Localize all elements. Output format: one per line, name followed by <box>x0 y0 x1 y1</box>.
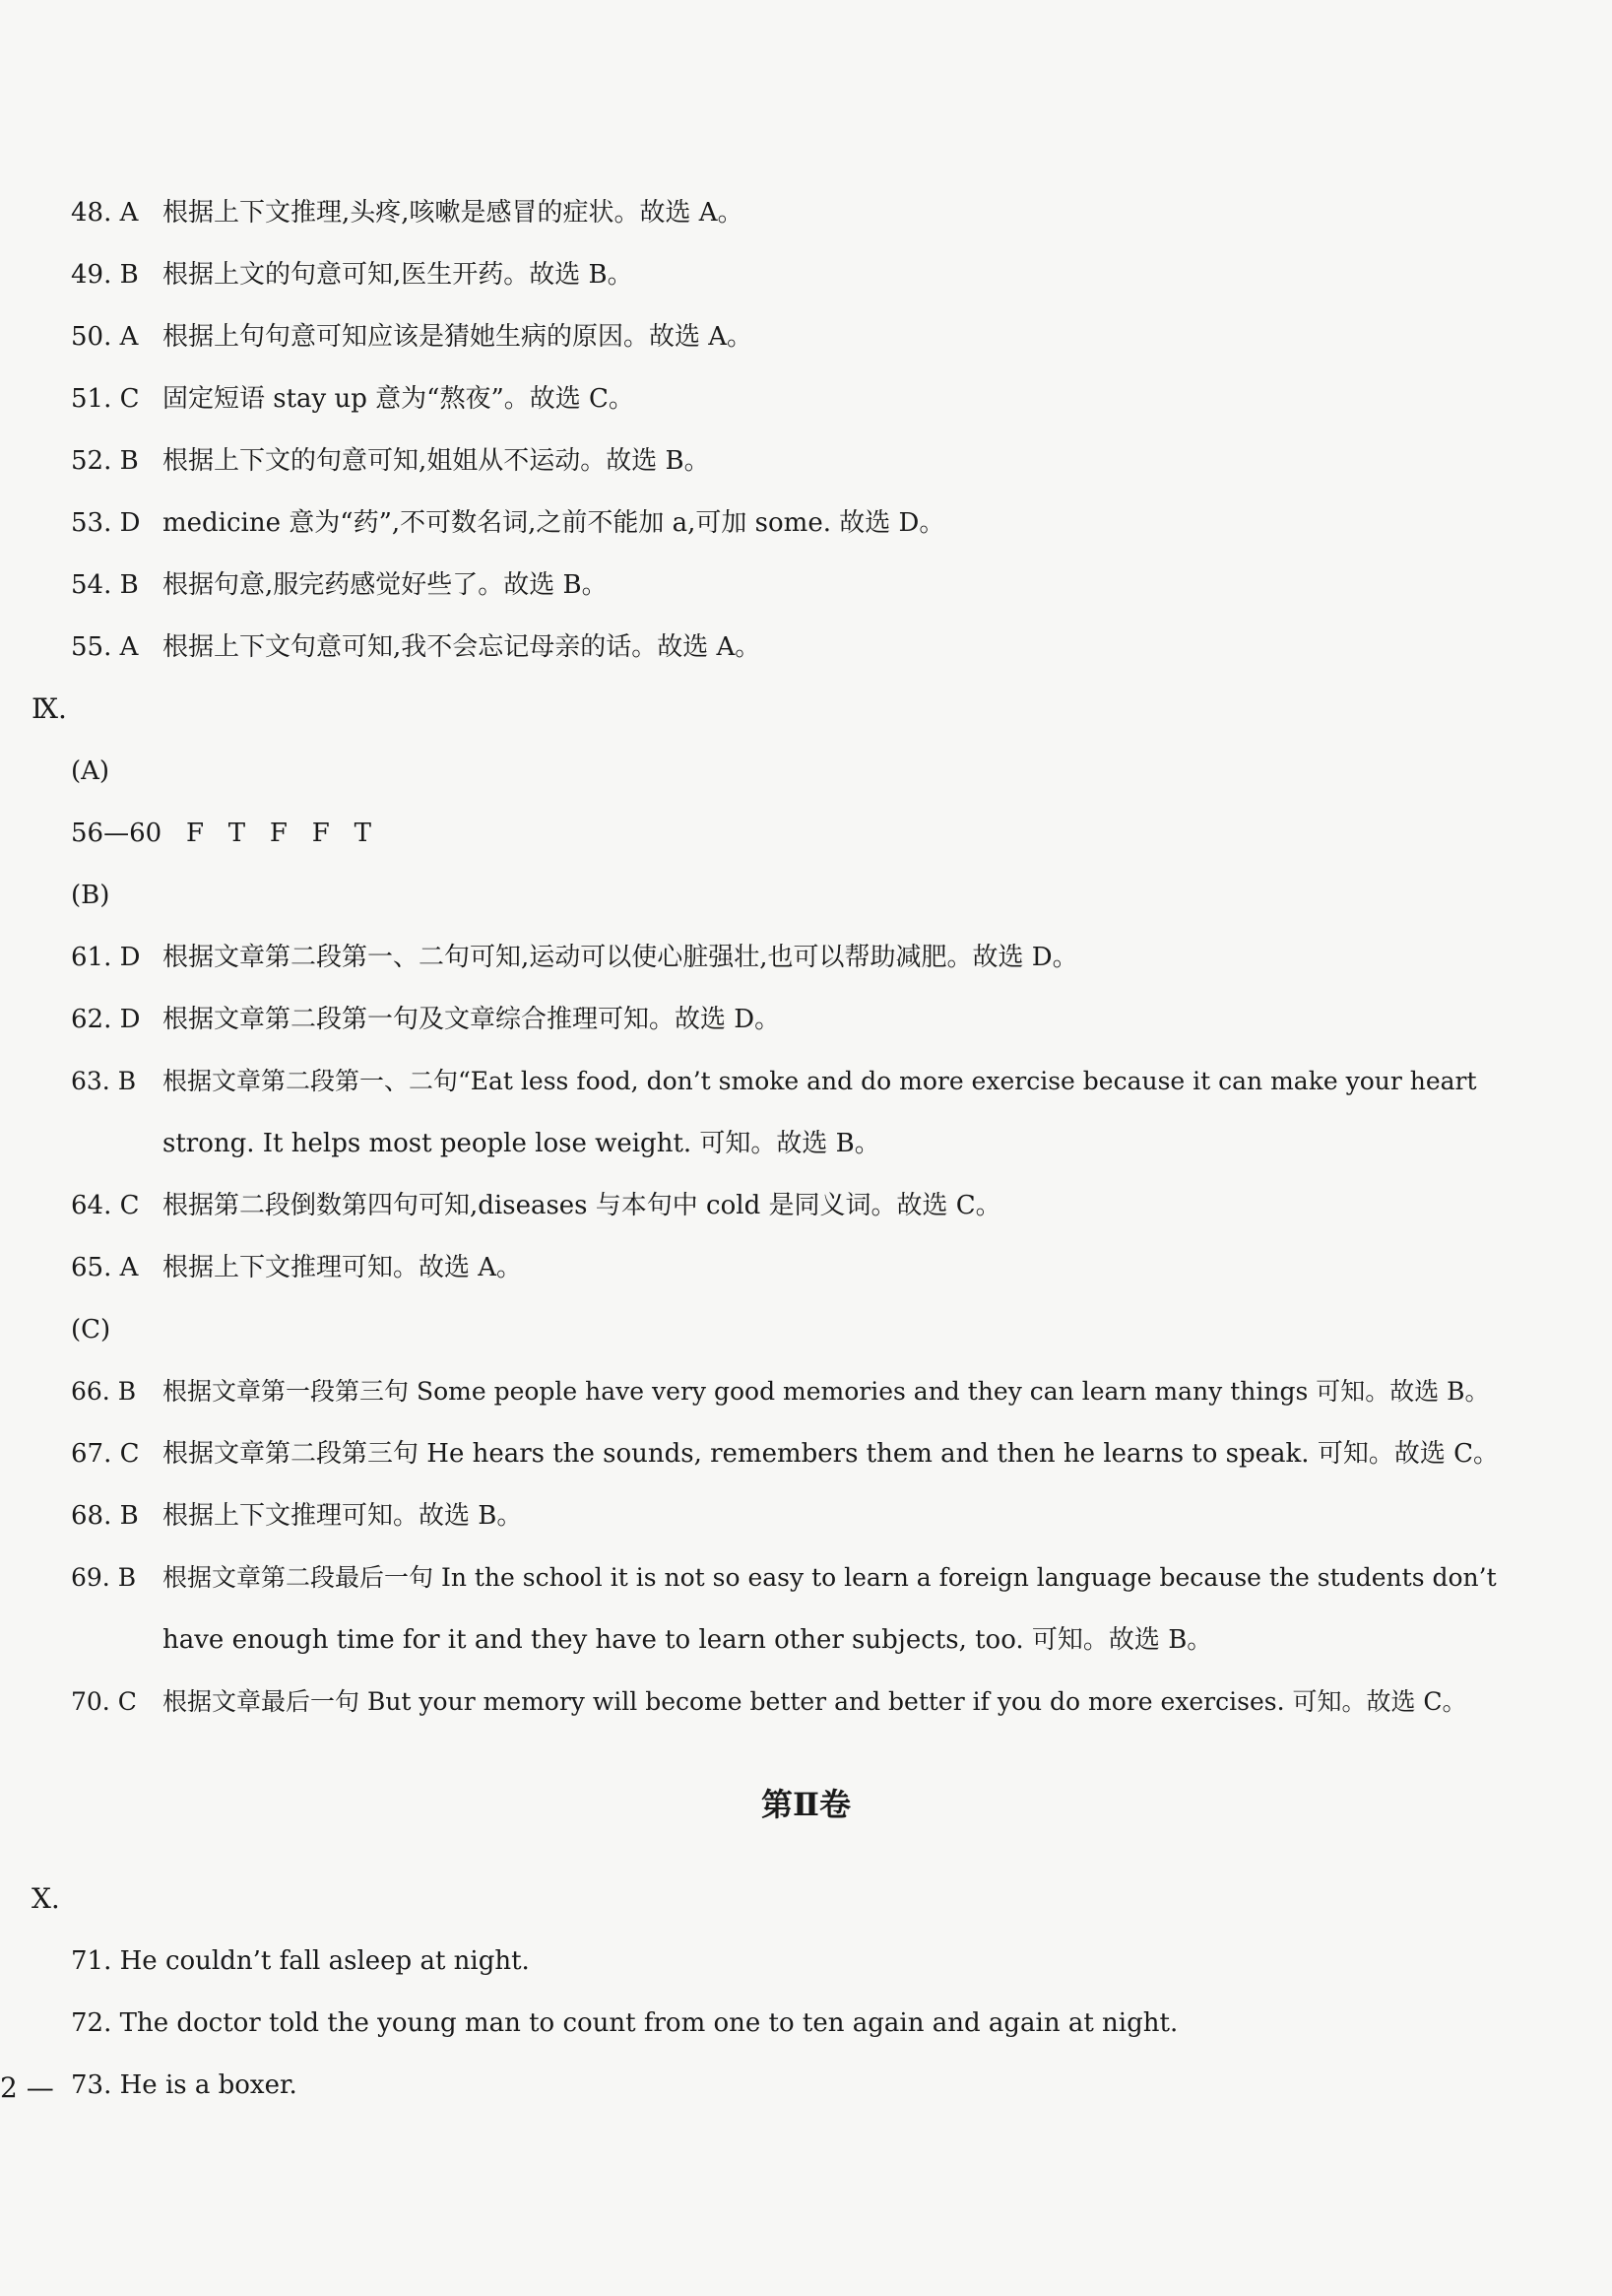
answer-55: 55. A 根据上下文句意可知,我不会忘记母亲的话。故选 A。 <box>71 632 761 662</box>
answer-52: 52. B 根据上下文的句意可知,姐姐从不运动。故选 B。 <box>71 446 710 476</box>
answer-61: 61. D 根据文章第二段第一、二句可知,运动可以使心脏强壮,也可以帮助减肥。故选 D。 <box>71 943 1078 972</box>
answer-70: 70. C 根据文章最后一句 But your memory will become better and better if you do more exercises. 可知。故选 C。 <box>71 1687 1467 1716</box>
section-x-heading: X. <box>32 1882 60 1915</box>
answer-71: 71. He couldn’t fall asleep at night. <box>71 1946 530 1976</box>
part-a-label: (A) <box>71 756 110 786</box>
answer-73: 73. He is a boxer. <box>71 2070 297 2100</box>
answer-72: 72. The doctor told the young man to count from one to ten again and again at night. <box>71 2008 1179 2038</box>
answer-63-continued: strong. It helps most people lose weight. 可知。故选 B。 <box>162 1129 880 1158</box>
answer-50: 50. A 根据上句句意可知应该是猜她生病的原因。故选 A。 <box>71 322 753 352</box>
answer-48: 48. A 根据上下文推理,头疼,咳嗽是感冒的症状。故选 A。 <box>71 198 743 228</box>
answer-67: 67. C 根据文章第二段第三句 He hears the sounds, remembers them and then he learns to speak. 可知。故选 C。 <box>71 1439 1499 1469</box>
volume-ii-heading: 第Ⅱ卷 <box>761 1786 851 1823</box>
answer-54: 54. B 根据句意,服完药感觉好些了。故选 B。 <box>71 570 608 600</box>
answer-66: 66. B 根据文章第一段第三句 Some people have very good memories and they can learn many things 可知。故选 B。 <box>71 1377 1490 1406</box>
answer-49: 49. B 根据上文的句意可知,医生开药。故选 B。 <box>71 260 633 290</box>
page-number: 2 — <box>0 2071 54 2104</box>
answer-51: 51. C 固定短语 stay up 意为“熬夜”。故选 C。 <box>71 384 634 414</box>
answer-65: 65. A 根据上下文推理可知。故选 A。 <box>71 1253 523 1282</box>
part-b-label: (B) <box>71 881 110 910</box>
answer-64: 64. C 根据第二段倒数第四句可知,diseases 与本句中 cold 是同义词。故选 C。 <box>71 1191 1001 1220</box>
part-c-label: (C) <box>71 1315 111 1345</box>
section-ix-heading: Ⅸ. <box>32 692 67 725</box>
answer-69: 69. B 根据文章第二段最后一句 In the school it is not so easy to learn a foreign language because the students don’t <box>71 1563 1497 1592</box>
answer-53: 53. D medicine 意为“药”,不可数名词,之前不能加 a,可加 some. 故选 D。 <box>71 508 945 538</box>
answer-63: 63. B 根据文章第二段第一、二句“Eat less food, don’t smoke and do more exercise because it can make your heart <box>71 1067 1477 1095</box>
answer-62: 62. D 根据文章第二段第一句及文章综合推理可知。故选 D。 <box>71 1005 781 1034</box>
answer-68: 68. B 根据上下文推理可知。故选 B。 <box>71 1501 523 1531</box>
answers-56-60: 56—60 F T F F T <box>71 819 371 848</box>
answer-69-continued: have enough time for it and they have to learn other subjects, too. 可知。故选 B。 <box>162 1625 1213 1655</box>
